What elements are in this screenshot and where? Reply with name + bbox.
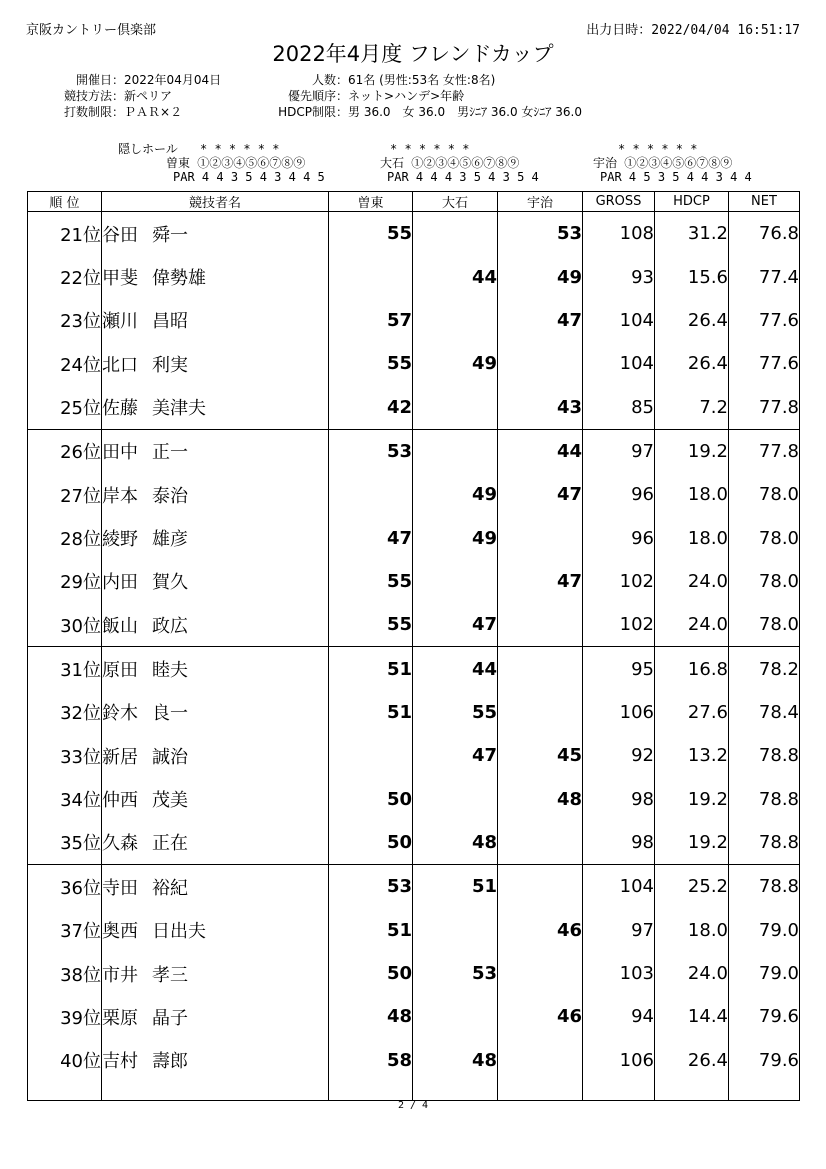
header-course-sone: 曽東 (329, 192, 413, 212)
table-cell-rank: 22位 (28, 255, 102, 298)
header-course-oishi: 大石 (413, 192, 498, 212)
family-name: 仲西 (102, 790, 138, 812)
table-cell-gross: 85 (583, 385, 655, 429)
hidden-hole-label (118, 142, 178, 156)
given-name: 晶子 (152, 1007, 188, 1029)
table-cell-course-sone: 53 (329, 865, 413, 909)
table-row (28, 952, 800, 995)
table-filler-cell (413, 1082, 498, 1101)
table-cell-name (102, 995, 329, 1038)
table-filler-cell (28, 1082, 102, 1101)
table-cell-course-uji: 48 (498, 777, 583, 820)
table-cell-course-sone: 50 (329, 821, 413, 865)
table-cell-hdcp: 14.4 (655, 995, 729, 1038)
table-cell-name (102, 647, 329, 691)
course-holes-line (593, 156, 752, 170)
table-cell-net: 79.0 (729, 952, 800, 995)
table-cell-name (102, 821, 329, 865)
meta-sep: ： (112, 89, 125, 103)
table-cell-name (102, 1039, 329, 1082)
table-filler-cell (583, 1082, 655, 1101)
table-cell-rank: 32位 (28, 691, 102, 734)
table-cell-course-sone (329, 473, 413, 516)
family-name: 吉村 (102, 1051, 138, 1073)
meta-row-count (262, 72, 582, 88)
course-par-label: PAR (173, 170, 195, 184)
given-name: 誠治 (152, 746, 188, 768)
given-name: 舜一 (152, 224, 188, 246)
header-hdcp: HDCP (655, 192, 729, 212)
table-cell-course-sone: 55 (329, 342, 413, 385)
table-cell-rank: 21位 (28, 212, 102, 256)
table-cell-name (102, 385, 329, 429)
table-row (28, 777, 800, 820)
table-filler-cell (655, 1082, 729, 1101)
header-net: NET (729, 192, 800, 212)
table-cell-rank: 36位 (28, 865, 102, 909)
table-cell-net: 78.8 (729, 821, 800, 865)
family-name: 原田 (102, 660, 138, 682)
family-name: 新居 (102, 746, 138, 768)
table-cell-course-sone: 55 (329, 560, 413, 603)
meta-value: 61名 (男性:53名 女性:8名) (348, 73, 496, 87)
table-cell-name (102, 516, 329, 559)
course-name: 宇治 (593, 156, 618, 170)
family-name: 瀬川 (102, 311, 138, 333)
table-cell-course-uji (498, 691, 583, 734)
table-row (28, 691, 800, 734)
table-row (28, 342, 800, 385)
course-hole-numbers: ①②③④⑤⑥⑦⑧⑨ (197, 156, 306, 170)
table-cell-net: 77.8 (729, 429, 800, 473)
table-cell-hdcp: 24.0 (655, 560, 729, 603)
meta-sep: ： (336, 105, 349, 119)
table-row (28, 865, 800, 909)
table-cell-gross: 102 (583, 603, 655, 647)
table-cell-hdcp: 27.6 (655, 691, 729, 734)
meta-row-priority (262, 88, 582, 104)
course-par-label: PAR (600, 170, 622, 184)
meta-value: 男 36.0 女 36.0 男ｼﾆｱ 36.0 女ｼﾆｱ 36.0 (348, 105, 582, 119)
table-cell-net: 77.4 (729, 255, 800, 298)
table-cell-name (102, 777, 329, 820)
table-cell-course-sone: 50 (329, 952, 413, 995)
table-cell-name (102, 909, 329, 952)
meta-sep: ： (336, 89, 349, 103)
table-cell-net: 79.6 (729, 995, 800, 1038)
table-cell-hdcp: 13.2 (655, 734, 729, 777)
given-name: 日出夫 (152, 921, 206, 943)
course-par-line (380, 170, 539, 184)
table-cell-gross: 104 (583, 865, 655, 909)
table-cell-course-oishi: 47 (413, 603, 498, 647)
table-cell-course-uji (498, 821, 583, 865)
table-cell-gross: 106 (583, 1039, 655, 1082)
meta-row-method (44, 88, 221, 104)
course-holes-line (380, 156, 539, 170)
course-hole-numbers: ①②③④⑤⑥⑦⑧⑨ (624, 156, 733, 170)
table-cell-name (102, 299, 329, 342)
table-cell-course-uji: 47 (498, 473, 583, 516)
course-par-values: 4 4 4 3 5 4 3 5 4 (415, 170, 539, 184)
table-cell-course-sone: 51 (329, 909, 413, 952)
printed-datetime: 出力日時：2022/04/04 16:51:17 (586, 23, 800, 38)
table-cell-course-sone: 55 (329, 212, 413, 256)
table-cell-rank: 40位 (28, 1039, 102, 1082)
table-cell-name (102, 734, 329, 777)
table-cell-rank: 34位 (28, 777, 102, 820)
family-name: 栗原 (102, 1007, 138, 1029)
table-cell-course-sone: 42 (329, 385, 413, 429)
table-cell-gross: 102 (583, 560, 655, 603)
meta-label: 打数制限 (63, 105, 112, 119)
table-cell-gross: 96 (583, 516, 655, 559)
table-filler-cell (102, 1082, 329, 1101)
given-name: 利実 (152, 354, 188, 376)
table-row (28, 473, 800, 516)
table-filler-row (28, 1082, 800, 1101)
table-cell-net: 76.8 (729, 212, 800, 256)
table-cell-hdcp: 19.2 (655, 777, 729, 820)
family-name: 甲斐 (102, 268, 138, 290)
table-cell-hdcp: 26.4 (655, 1039, 729, 1082)
table-cell-name (102, 473, 329, 516)
table-cell-name (102, 560, 329, 603)
course-par-values: 4 5 3 5 4 4 3 4 4 (628, 170, 752, 184)
table-cell-course-uji: 53 (498, 212, 583, 256)
table-cell-course-sone: 57 (329, 299, 413, 342)
table-cell-rank: 25位 (28, 385, 102, 429)
course-stars: * * * * * * (618, 142, 698, 156)
table-row (28, 560, 800, 603)
table-cell-course-oishi (413, 995, 498, 1038)
table-cell-course-sone: 48 (329, 995, 413, 1038)
table-row (28, 255, 800, 298)
table-cell-course-oishi (413, 212, 498, 256)
table-cell-net: 78.8 (729, 777, 800, 820)
table-cell-net: 78.0 (729, 473, 800, 516)
table-cell-rank: 26位 (28, 429, 102, 473)
table-cell-course-oishi: 49 (413, 473, 498, 516)
table-row (28, 1039, 800, 1082)
page-title: 2022年4月度 フレンドカップ (272, 42, 554, 66)
table-cell-course-oishi: 49 (413, 516, 498, 559)
header-name: 競技者名 (102, 192, 329, 212)
table-cell-net: 78.8 (729, 734, 800, 777)
meta-label: 開催日 (75, 73, 112, 87)
table-cell-gross: 98 (583, 777, 655, 820)
table-cell-gross: 104 (583, 342, 655, 385)
table-cell-rank: 29位 (28, 560, 102, 603)
table-cell-course-uji: 46 (498, 995, 583, 1038)
meta-sep: ： (112, 73, 125, 87)
table-cell-rank: 39位 (28, 995, 102, 1038)
table-cell-hdcp: 19.2 (655, 821, 729, 865)
table-cell-course-sone (329, 255, 413, 298)
family-name: 綾野 (102, 529, 138, 551)
table-cell-hdcp: 31.2 (655, 212, 729, 256)
table-row (28, 647, 800, 691)
table-cell-course-uji: 49 (498, 255, 583, 298)
course-sone-hidden (200, 142, 279, 156)
page-number: 2 / 4 (397, 1100, 429, 1111)
course-uji-holes (593, 156, 752, 184)
table-cell-course-oishi: 51 (413, 865, 498, 909)
table-cell-course-oishi (413, 429, 498, 473)
table-cell-net: 77.6 (729, 299, 800, 342)
table-cell-hdcp: 18.0 (655, 909, 729, 952)
course-par-values: 4 4 3 5 4 3 4 4 5 (201, 170, 325, 184)
family-name: 佐藤 (102, 398, 138, 420)
family-name: 岸本 (102, 485, 138, 507)
table-cell-course-uji (498, 952, 583, 995)
family-name: 谷田 (102, 224, 138, 246)
table-header-row (28, 192, 800, 212)
meta-row-date (44, 72, 221, 88)
meta-value: 2022年04月04日 (124, 73, 222, 87)
family-name: 鈴木 (102, 703, 138, 725)
meta-value: 新ペリア (124, 89, 173, 103)
table-cell-net: 78.0 (729, 603, 800, 647)
table-cell-course-uji (498, 516, 583, 559)
table-cell-gross: 95 (583, 647, 655, 691)
table-cell-course-uji: 46 (498, 909, 583, 952)
table-cell-name (102, 342, 329, 385)
table-cell-hdcp: 19.2 (655, 429, 729, 473)
table-cell-course-uji (498, 1039, 583, 1082)
club-name: 京阪カントリー倶楽部 (26, 23, 157, 38)
given-name: 裕紀 (152, 877, 188, 899)
table-cell-gross: 108 (583, 212, 655, 256)
table-cell-course-oishi: 48 (413, 1039, 498, 1082)
meta-left (44, 72, 221, 120)
table-filler-cell (329, 1082, 413, 1101)
meta-row-hdcp (262, 104, 582, 120)
results-table (27, 191, 800, 1101)
course-hole-numbers: ①②③④⑤⑥⑦⑧⑨ (411, 156, 520, 170)
table-cell-course-uji (498, 342, 583, 385)
table-cell-rank: 37位 (28, 909, 102, 952)
given-name: 茂美 (152, 790, 188, 812)
table-cell-course-sone: 50 (329, 777, 413, 820)
table-cell-course-uji: 47 (498, 560, 583, 603)
table-cell-course-oishi (413, 777, 498, 820)
table-cell-hdcp: 16.8 (655, 647, 729, 691)
table-cell-course-uji: 45 (498, 734, 583, 777)
table-cell-net: 77.6 (729, 342, 800, 385)
table-row (28, 909, 800, 952)
table-cell-course-oishi: 47 (413, 734, 498, 777)
table-cell-course-sone (329, 734, 413, 777)
family-name: 田中 (102, 442, 138, 464)
course-par-label: PAR (387, 170, 409, 184)
given-name: 昌昭 (152, 311, 188, 333)
table-cell-course-oishi (413, 560, 498, 603)
table-cell-hdcp: 18.0 (655, 516, 729, 559)
course-sone-holes (166, 156, 325, 184)
table-cell-course-uji (498, 603, 583, 647)
table-filler-cell (729, 1082, 800, 1101)
given-name: 賀久 (152, 572, 188, 594)
table-row (28, 821, 800, 865)
meta-right (262, 72, 582, 120)
table-cell-course-oishi: 48 (413, 821, 498, 865)
table-cell-course-oishi: 44 (413, 255, 498, 298)
table-cell-rank: 24位 (28, 342, 102, 385)
meta-label: HDCP制限 (278, 105, 336, 119)
table-cell-hdcp: 18.0 (655, 473, 729, 516)
table-cell-gross: 98 (583, 821, 655, 865)
course-holes-line (166, 156, 325, 170)
family-name: 内田 (102, 572, 138, 594)
course-uji-hidden (618, 142, 697, 156)
table-cell-course-sone: 51 (329, 691, 413, 734)
table-cell-course-oishi: 49 (413, 342, 498, 385)
table-row (28, 212, 800, 256)
table-cell-hdcp: 7.2 (655, 385, 729, 429)
given-name: 政広 (152, 615, 188, 637)
course-oishi-hidden (390, 142, 469, 156)
table-cell-course-oishi (413, 385, 498, 429)
given-name: 壽郎 (152, 1051, 188, 1073)
table-row (28, 299, 800, 342)
family-name: 久森 (102, 833, 138, 855)
table-row (28, 429, 800, 473)
table-cell-course-sone: 47 (329, 516, 413, 559)
table-cell-course-uji: 47 (498, 299, 583, 342)
table-cell-course-oishi: 55 (413, 691, 498, 734)
course-stars: * * * * * * (200, 142, 280, 156)
header-gross: GROSS (583, 192, 655, 212)
table-cell-course-uji: 43 (498, 385, 583, 429)
meta-row-limit (44, 104, 221, 120)
given-name: 正一 (152, 442, 188, 464)
given-name: 良一 (152, 703, 188, 725)
table-cell-rank: 38位 (28, 952, 102, 995)
table-row (28, 603, 800, 647)
meta-label: 人数 (311, 73, 336, 87)
table-cell-course-sone: 55 (329, 603, 413, 647)
meta-value: ネット>ハンデ>年齢 (348, 89, 465, 103)
table-cell-net: 79.0 (729, 909, 800, 952)
header-course-uji: 宇治 (498, 192, 583, 212)
meta-sep: ： (112, 105, 125, 119)
header-rank: 順 位 (28, 192, 102, 212)
table-cell-rank: 23位 (28, 299, 102, 342)
table-cell-net: 79.6 (729, 1039, 800, 1082)
table-cell-net: 78.0 (729, 560, 800, 603)
table-cell-hdcp: 24.0 (655, 952, 729, 995)
table-cell-net: 77.8 (729, 385, 800, 429)
table-filler-cell (498, 1082, 583, 1101)
meta-label: 優先順序 (287, 89, 336, 103)
table-cell-hdcp: 26.4 (655, 342, 729, 385)
course-stars: * * * * * * (390, 142, 470, 156)
table-row (28, 385, 800, 429)
given-name: 偉勢雄 (152, 268, 206, 290)
table-cell-name (102, 255, 329, 298)
table-cell-course-sone: 58 (329, 1039, 413, 1082)
course-name: 曽東 (166, 156, 191, 170)
given-name: 孝三 (152, 964, 188, 986)
result-rows (28, 212, 800, 1101)
family-name: 奥西 (102, 921, 138, 943)
table-cell-course-sone: 51 (329, 647, 413, 691)
table-cell-rank: 33位 (28, 734, 102, 777)
table-cell-course-oishi: 53 (413, 952, 498, 995)
table-row (28, 995, 800, 1038)
given-name: 美津夫 (152, 398, 206, 420)
table-cell-hdcp: 26.4 (655, 299, 729, 342)
table-cell-rank: 27位 (28, 473, 102, 516)
meta-sep: ： (336, 73, 349, 87)
table-cell-course-uji (498, 865, 583, 909)
hidden-hole-label-text: 隠しホール (118, 142, 178, 156)
course-par-line (593, 170, 752, 184)
table-cell-course-uji (498, 647, 583, 691)
table-cell-gross: 103 (583, 952, 655, 995)
table-cell-net: 78.2 (729, 647, 800, 691)
table-cell-net: 78.4 (729, 691, 800, 734)
family-name: 市井 (102, 964, 138, 986)
table-cell-gross: 96 (583, 473, 655, 516)
table-cell-hdcp: 15.6 (655, 255, 729, 298)
table-cell-course-oishi (413, 299, 498, 342)
table-cell-course-sone: 53 (329, 429, 413, 473)
table-cell-gross: 104 (583, 299, 655, 342)
table-cell-gross: 93 (583, 255, 655, 298)
meta-label: 競技方法 (63, 89, 112, 103)
course-oishi-holes (380, 156, 539, 184)
table-cell-course-uji: 44 (498, 429, 583, 473)
table-row (28, 516, 800, 559)
table-cell-name (102, 691, 329, 734)
table-row (28, 734, 800, 777)
course-name: 大石 (380, 156, 405, 170)
table-cell-gross: 106 (583, 691, 655, 734)
given-name: 睦夫 (152, 660, 188, 682)
table-cell-net: 78.0 (729, 516, 800, 559)
table-cell-gross: 92 (583, 734, 655, 777)
table-cell-name (102, 865, 329, 909)
family-name: 寺田 (102, 877, 138, 899)
table-cell-name (102, 429, 329, 473)
table-cell-gross: 97 (583, 429, 655, 473)
table-cell-rank: 28位 (28, 516, 102, 559)
given-name: 泰治 (152, 485, 188, 507)
family-name: 飯山 (102, 615, 138, 637)
table-cell-gross: 97 (583, 909, 655, 952)
table-cell-course-oishi (413, 909, 498, 952)
table-cell-course-oishi: 44 (413, 647, 498, 691)
table-cell-gross: 94 (583, 995, 655, 1038)
meta-value: ＰＡＲ×２ (124, 105, 183, 119)
table-cell-hdcp: 25.2 (655, 865, 729, 909)
course-par-line (166, 170, 325, 184)
table-cell-rank: 35位 (28, 821, 102, 865)
table-cell-name (102, 603, 329, 647)
table-cell-hdcp: 24.0 (655, 603, 729, 647)
given-name: 正在 (152, 833, 188, 855)
family-name: 北口 (102, 354, 138, 376)
table-cell-net: 78.8 (729, 865, 800, 909)
table-cell-rank: 31位 (28, 647, 102, 691)
table-cell-name (102, 212, 329, 256)
table-cell-name (102, 952, 329, 995)
given-name: 雄彦 (152, 529, 188, 551)
table-cell-rank: 30位 (28, 603, 102, 647)
